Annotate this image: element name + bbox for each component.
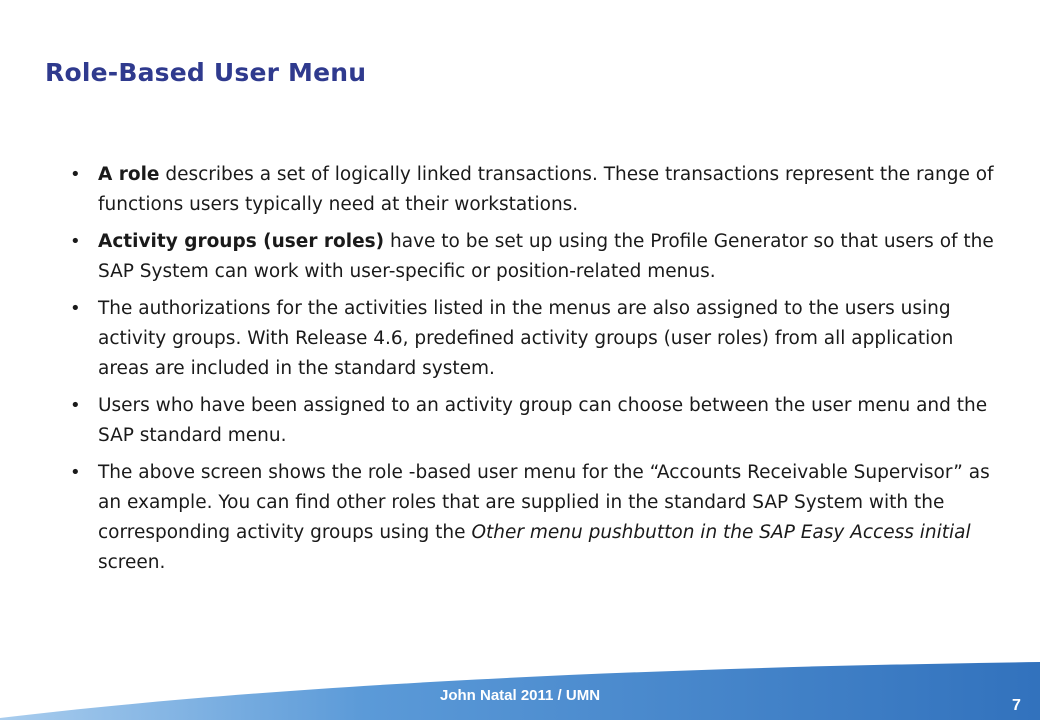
page-number: 7 — [1012, 697, 1021, 714]
bullet-dot-icon: • — [70, 298, 81, 319]
bullet-text: have to be set up using the Profile Generator so that users of the SAP System can work with user-specific or position-related menus. — [98, 231, 994, 282]
bullet-item — [70, 227, 995, 287]
bullet-dot-icon: • — [70, 462, 81, 483]
bullet-dot-icon: • — [70, 164, 81, 185]
bullet-text: Users who have been assigned to an activity group can choose between the user menu and the SAP standard menu. — [98, 395, 988, 446]
bullet-item — [70, 294, 995, 384]
bullet-text: describes a set of logically linked transactions. These transactions represent the range of functions users typically need at their workstations. — [98, 164, 994, 215]
bullet-lead: A role — [98, 164, 160, 185]
bullet-item — [70, 458, 995, 578]
bullet-item — [70, 391, 995, 451]
bullet-text: screen. — [98, 552, 166, 573]
bullet-dot-icon: • — [70, 395, 81, 416]
bullet-list — [70, 160, 995, 585]
footer-author: John Natal 2011 / UMN — [440, 687, 601, 704]
bullet-italic-text: Other menu pushbutton in the SAP Easy Access initial — [471, 522, 971, 543]
bullet-item — [70, 160, 995, 220]
bullet-dot-icon: • — [70, 231, 81, 252]
slide-title: Role-Based User Menu — [45, 58, 367, 87]
bullet-lead: Activity groups (user roles) — [98, 231, 385, 252]
bullet-text: The above screen shows the role -based user menu for the “Accounts Receivable Supervisor” as an example. You can find other roles that are supplied in the standard SAP System with the corresponding activity groups using the — [98, 462, 990, 543]
bullet-text: The authorizations for the activities listed in the menus are also assigned to the users using activity groups. With Release 4.6, predefined activity groups (user roles) from all application areas are included in the standard system. — [98, 298, 954, 379]
